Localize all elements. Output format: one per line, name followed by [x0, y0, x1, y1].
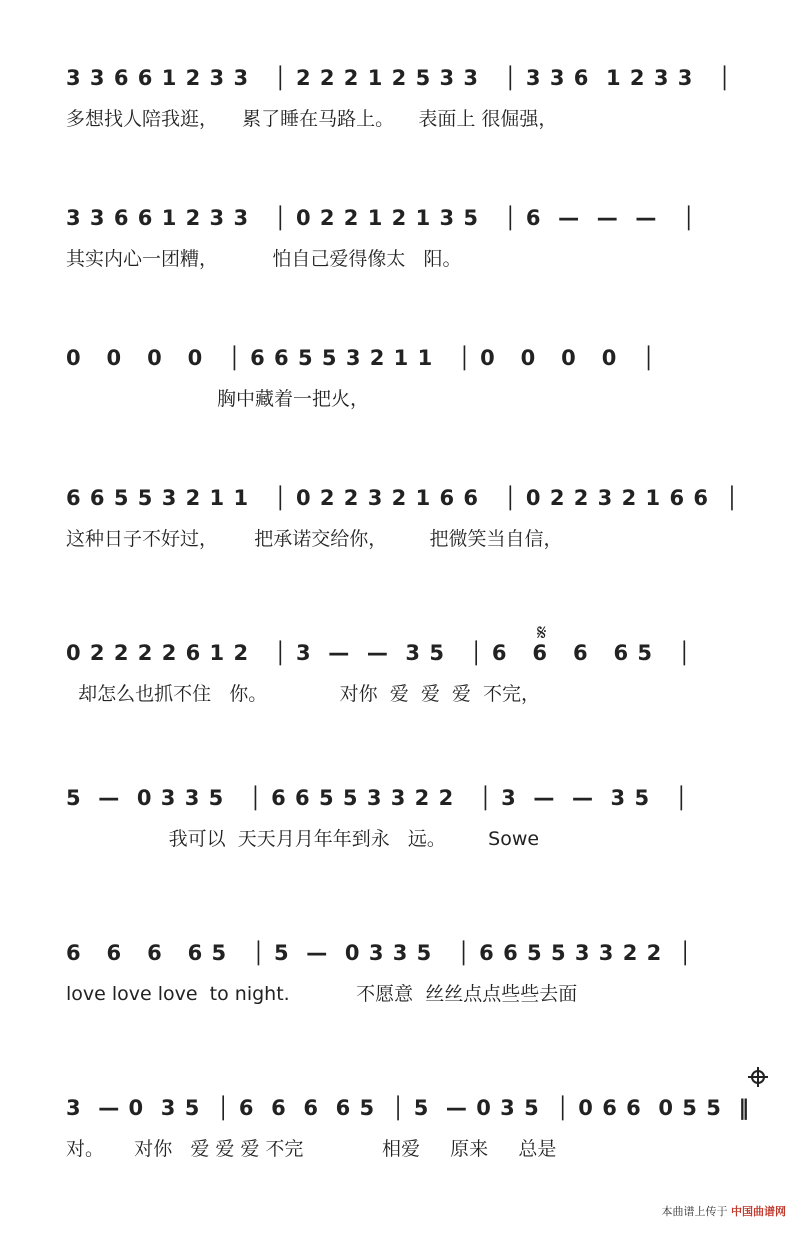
notation-line: 3 3 6 6 1 2 3 3 │ 2 2 2 1 2 5 3 3 │ 3 3 6 1 2 3 3 │ — [66, 66, 732, 90]
system-7 — [0, 935, 800, 1085]
footer-brand: 中国曲谱网 — [731, 1205, 786, 1218]
notation-line: 5 — 0 3 3 5 │ 6 6 5 5 3 3 2 2 │ 3 — — 3 5 │ — [66, 786, 689, 810]
notation-line: 6 6 5 5 3 2 1 1 │ 0 2 2 3 2 1 6 6 │ 0 2 2 3 2 1 6 6 │ — [66, 486, 740, 510]
lyrics-line: 胸中藏着一把火， — [66, 388, 369, 410]
system-6 — [0, 780, 800, 930]
source-footer — [662, 1203, 787, 1219]
notation-line: 3 3 6 6 1 2 3 3 │ 0 2 2 1 2 1 3 5 │ 6 — — — │ — [66, 206, 696, 230]
lyrics-line: 却怎么也抓不住 你。 对你 爱 爱 爱 不完， — [66, 683, 540, 705]
system-1 — [0, 60, 800, 210]
footer-text: 本曲谱上传于 — [661, 1205, 728, 1218]
system-3 — [0, 340, 800, 490]
lyrics-line: 这种日子不好过， 把承诺交给你， 把微笑当自信， — [66, 528, 563, 550]
notation-line: 6 6 6 6 5 │ 5 — 0 3 3 5 │ 6 6 5 5 3 3 2 2 │ — [66, 941, 693, 965]
lyrics-line: love love love to night. 不愿意 丝丝点点些些去面 — [66, 983, 578, 1005]
svg-text:𝄋: 𝄋 — [537, 621, 547, 646]
lyrics-line: 对。 对你 爱 爱 爱 不完 相爱 原来 总是 — [66, 1138, 557, 1160]
system-2 — [0, 200, 800, 350]
notation-line: 3 — 0 3 5 │ 6 6 6 6 5 │ 5 — 0 3 5 │ 0 6 6 0 5 5 ‖ — [66, 1096, 750, 1120]
system-4 — [0, 480, 800, 630]
lyrics-line: 其实内心一团糟， 怕自己爱得像太 阳。 — [66, 248, 462, 270]
system-5 — [0, 635, 800, 785]
notation-line: 0 0 0 0 │ 6 6 5 5 3 2 1 1 │ 0 0 0 0 │ — [66, 346, 656, 370]
lyrics-line: 多想找人陪我逛， 累了睡在马路上。 表面上 很倔强， — [66, 108, 558, 130]
lyrics-line: 我可以 天天月月年年到永 远。 Sowe — [66, 828, 540, 850]
notation-line: 0 2 2 2 2 6 1 2 │ 3 — — 3 5 │ 6 6 6 6 5 │ — [66, 641, 692, 665]
